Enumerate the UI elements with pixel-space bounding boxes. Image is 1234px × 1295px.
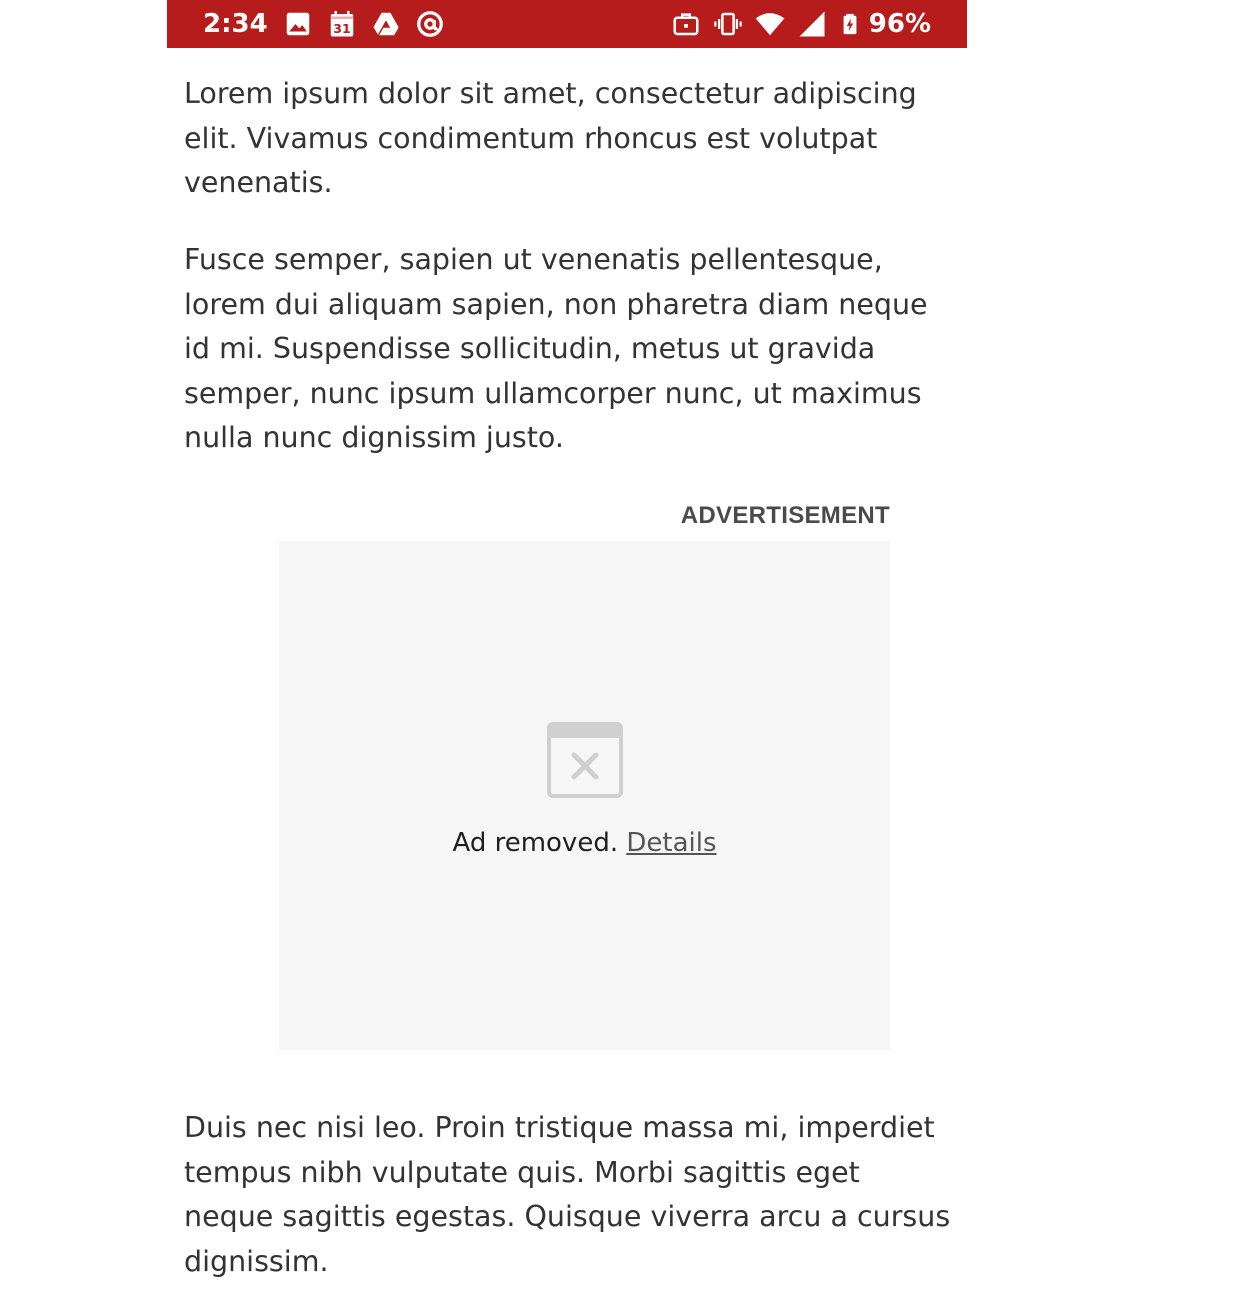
advertisement-label: ADVERTISEMENT (680, 502, 890, 529)
ad-container (279, 541, 890, 1050)
ad-details-link[interactable]: Details (626, 828, 717, 858)
cell-signal-icon (797, 9, 827, 39)
battery-charging-icon (839, 9, 861, 39)
phone-screen (167, 0, 967, 1295)
status-time: 2:34 (203, 9, 268, 39)
at-sign-icon (415, 9, 445, 39)
briefcase-icon (671, 9, 701, 39)
image-icon (283, 9, 313, 39)
ad-removed-text: Ad removed. (452, 828, 619, 858)
calendar-icon (327, 9, 357, 39)
article-paragraph-2: Fusce semper, sapien ut venenatis pellentesque, lorem dui aliquam sapien, non pharetra diam neque id mi. Suspendisse sollicitudin, metus ut gravida semper, nunc ipsum ullamcorper nunc, ut maximus nulla nunc dignissim justo. (184, 243, 928, 454)
status-right-icons (671, 8, 931, 40)
status-left-icons (283, 10, 445, 38)
wifi-icon (755, 9, 785, 39)
battery-percent: 96% (868, 9, 931, 39)
article-paragraph-1: Lorem ipsum dolor sit amet, consectetur adipiscing elit. Vivamus condimentum rhoncus est volutpat venenatis. (184, 77, 917, 199)
ad-removed-message (279, 828, 890, 858)
drive-icon (371, 9, 401, 39)
article-paragraph-3: Duis nec nisi leo. Proin tristique massa mi, imperdiet tempus nibh vulputate quis. Morbi sagittis eget neque sagittis egestas. Quisque viverra arcu a cursus dignissim. (184, 1111, 951, 1278)
calendar-day: 31 (333, 20, 351, 36)
vibrate-icon (713, 9, 743, 39)
ad-removed-icon (547, 722, 623, 798)
status-bar (167, 0, 967, 48)
